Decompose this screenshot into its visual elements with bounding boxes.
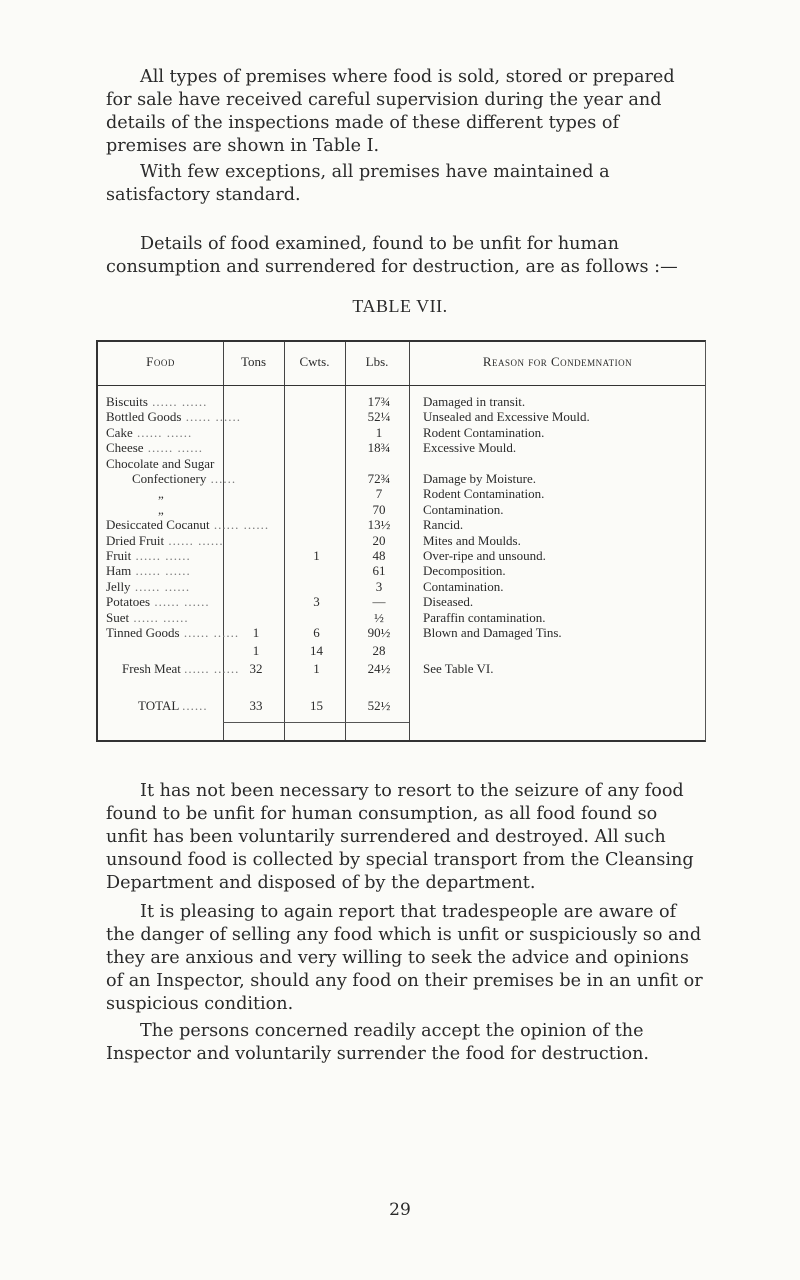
food-name: Cake ...... ...... <box>106 424 193 440</box>
cell-lbs: — <box>372 594 386 610</box>
cell-lbs: 61 <box>372 563 386 579</box>
cell-reason: Contamination. <box>423 578 504 594</box>
cell-reason: Over-ripe and unsound. <box>423 548 546 563</box>
subtotal-lbs: 28 <box>372 643 386 658</box>
cell-reason: Decomposition. <box>423 563 506 579</box>
food-name: „ <box>158 501 164 517</box>
cell-reason: Rodent Contamination. <box>423 424 545 440</box>
cell-lbs: 17¾ <box>367 394 391 409</box>
food-name: Potatoes ...... ...... <box>106 594 210 610</box>
cell-lbs: 72¾ <box>367 471 391 486</box>
cell-reason: Mites and Moulds. <box>423 532 521 548</box>
details-paragraph: Details of food examined, found to be unfit for human consumption and surrendered for destruction, are as follows :— <box>106 234 678 277</box>
food-name: Confectionery ...... <box>132 471 237 486</box>
cell-tons: 1 <box>252 625 260 640</box>
total-tons: 33 <box>249 698 263 713</box>
cell-reason: Damaged in transit. <box>423 394 526 409</box>
food-name: Suet ...... ...... <box>106 609 189 625</box>
cell-reason: Paraffin contamination. <box>423 609 546 625</box>
subtotal-cwts: 14 <box>310 643 323 658</box>
total-cwts: 15 <box>310 698 323 713</box>
cell-lbs: ½ <box>374 609 384 625</box>
cell-lbs: 1 <box>375 424 383 440</box>
condemned-food-table <box>96 340 706 742</box>
cell-cwts: 3 <box>313 594 320 610</box>
cell-lbs: 7 <box>375 486 383 502</box>
cell-lbs: 3 <box>375 578 383 594</box>
subtotal-tons: 1 <box>252 643 260 658</box>
cell-reason: Rancid. <box>423 517 464 533</box>
food-name: Ham ...... ...... <box>106 563 191 579</box>
fresh-meat-label: Fresh Meat ...... ...... <box>122 661 240 676</box>
food-name: Biscuits ...... ...... <box>106 394 208 409</box>
food-name: Fruit ...... ...... <box>106 548 191 563</box>
cell-lbs: 20 <box>372 532 386 548</box>
header-tons: Tons <box>240 354 267 369</box>
cell-reason: Rodent Contamination. <box>423 486 545 502</box>
food-name: Chocolate and Sugar <box>106 455 215 471</box>
food-name: „ <box>158 486 164 502</box>
intro-paragraph: All types of premises where food is sold, stored or prepared for sale have received careful supervision during the year and details of the inspections made of these different types of premises are shown in Table I. <box>106 67 675 156</box>
cell-lbs: 70 <box>372 501 386 517</box>
fresh-meat-reason: See Table VI. <box>423 661 494 676</box>
cell-reason: Damage by Moisture. <box>423 471 537 486</box>
fresh-meat-row <box>98 660 705 677</box>
total-rule <box>223 722 409 723</box>
table-header <box>98 342 705 386</box>
cell-lbs: 48 <box>372 548 386 563</box>
table-row <box>98 624 705 641</box>
page-number: 29 <box>389 1200 411 1220</box>
header-lbs: Lbs. <box>365 354 389 369</box>
cell-reason: Contamination. <box>423 501 504 517</box>
standard-paragraph: With few exceptions, all premises have maintained a satisfactory standard. <box>106 162 610 205</box>
total-row <box>98 697 705 714</box>
food-name: Cheese ...... ...... <box>106 440 204 456</box>
cell-reason: Excessive Mould. <box>423 440 517 456</box>
voluntary-surrender-paragraph: The persons concerned readily accept the opinion of the Inspector and voluntarily surrender the food for destruction. <box>106 1021 650 1064</box>
fresh-meat-tons: 32 <box>249 661 263 676</box>
seizure-paragraph: It has not been necessary to resort to the seizure of any food found to be unfit for human consumption, as all food found so unfit has been voluntarily surrendered and destroyed. All such unsound food is collected by special transport from the Cleansing Department and disposed of by the department. <box>106 781 694 893</box>
total-lbs: 52½ <box>367 698 391 713</box>
header-reason: Reason for Condemnation <box>482 354 633 369</box>
food-name: Tinned Goods ...... ...... <box>106 625 240 640</box>
fresh-meat-lbs: 24½ <box>367 661 391 676</box>
food-name: Dried Fruit ...... ...... <box>106 532 224 548</box>
cell-lbs: 52¼ <box>367 409 391 425</box>
cell-lbs: 90½ <box>367 625 391 640</box>
header-cwts: Cwts. <box>299 354 330 369</box>
food-name: Desiccated Cocanut ...... ...... <box>106 517 270 533</box>
cell-lbs: 18¾ <box>367 440 391 456</box>
cell-cwts: 1 <box>313 548 320 563</box>
header-food: Food <box>146 354 175 369</box>
food-name: Jelly ...... ...... <box>106 578 191 594</box>
cell-reason: Blown and Damaged Tins. <box>423 625 562 640</box>
subtotal-row <box>98 642 705 659</box>
food-name: Bottled Goods ...... ...... <box>106 409 241 425</box>
tradespeople-paragraph: It is pleasing to again report that tradespeople are aware of the danger of selling any food which is unfit or suspiciously so and they are anxious and very willing to seek the advice and opinions of an Inspector, should any food on their premises be in an unfit or suspicious condition. <box>106 902 703 1014</box>
fresh-meat-cwts: 1 <box>313 661 320 676</box>
cell-lbs: 13½ <box>367 517 391 533</box>
cell-reason: Diseased. <box>423 594 474 610</box>
cell-cwts: 6 <box>313 625 320 640</box>
total-label: TOTAL ...... <box>138 698 208 713</box>
cell-reason: Unsealed and Excessive Mould. <box>423 409 590 425</box>
table-title: TABLE VII. <box>352 296 448 316</box>
